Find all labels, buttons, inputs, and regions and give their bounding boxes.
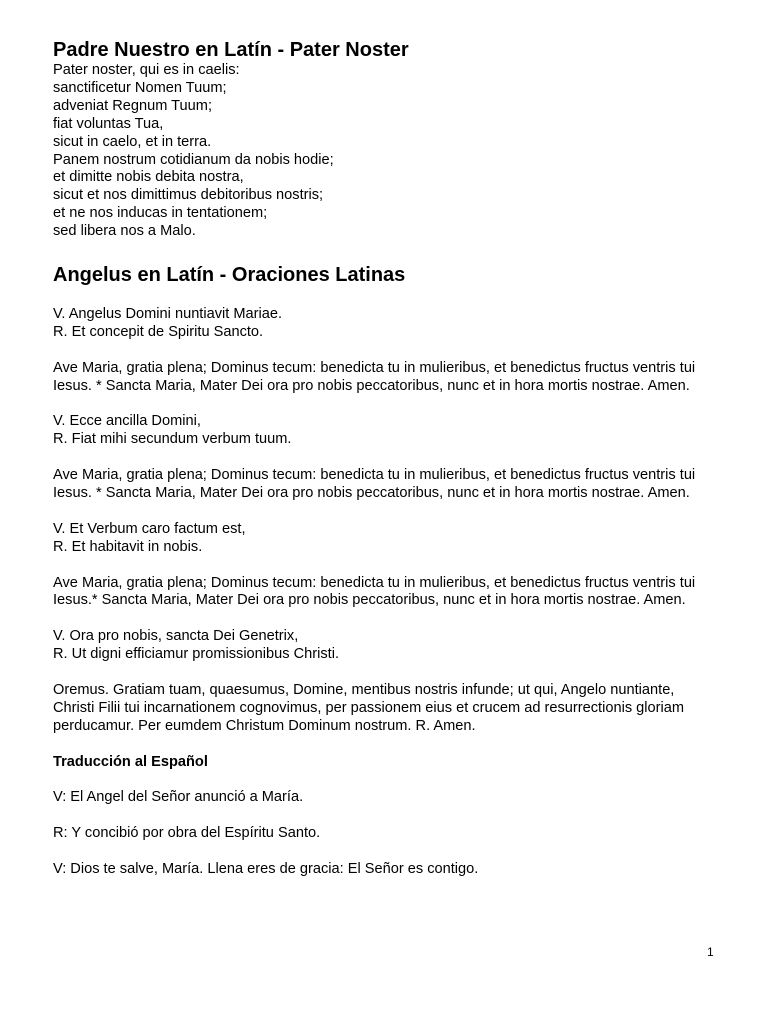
prayer-line: Panem nostrum cotidianum da nobis hodie; — [53, 151, 334, 168]
versicle: V. Et Verbum caro factum est, — [53, 520, 246, 537]
response: R. Ut digni efficiamur promissionibus Christi. — [53, 646, 340, 663]
translation-response: R: Y concibió por obra del Espíritu Santo. — [53, 825, 321, 842]
angelus-title: Angelus en Latín - Oraciones Latinas — [53, 264, 406, 287]
prayer-line: sanctificetur Nomen Tuum; — [53, 79, 227, 96]
versicle: V. Angelus Domini nuntiavit Mariae. — [53, 306, 283, 323]
response: R. Et concepit de Spiritu Sancto. — [53, 323, 264, 340]
pater-noster-text — [53, 62, 718, 241]
response: R. Fiat mihi secundum verbum tuum. — [53, 431, 292, 448]
response: R. Et habitavit in nobis. — [53, 538, 203, 555]
versicle: V. Ora pro nobis, sancta Dei Genetrix, — [53, 628, 299, 645]
prayer-line: Pater noster, qui es in caelis: — [53, 62, 240, 78]
pater-noster-title: Padre Nuestro en Latín - Pater Noster — [53, 39, 409, 61]
prayer-line: sicut et nos dimittimus debitoribus nostris; — [53, 187, 324, 204]
prayer-line: adveniat Regnum Tuum; — [53, 97, 212, 114]
ave-maria-paragraph: Ave Maria, gratia plena; Dominus tecum: benedicta tu in mulieribus, et benedictus fructus ventris tui Iesus.* Sancta Maria, Mater Dei ora pro nobis peccatoribus, nunc et in hora mortis nostrae. Amen. — [53, 574, 696, 609]
angelus-verse-4 — [53, 628, 718, 664]
prayer-line: et ne nos inducas in tentationem; — [53, 205, 268, 222]
prayer-line: sicut in caelo, et in terra. — [53, 133, 212, 150]
prayer-line: et dimitte nobis debita nostra, — [53, 169, 244, 186]
oremus-paragraph: Oremus. Gratiam tuam, quaesumus, Domine, mentibus nostris infunde; ut qui, Angelo nuntiante, Christi Filii tui incarnationem cognovimus, per passionem eius et crucem ad resurrectionis gloriam perducamur. Per eumdem Christum Dominum nostrum. R. Amen. — [53, 681, 685, 734]
angelus-verse-3 — [53, 521, 718, 557]
translation-versicle: V: El Angel del Señor anunció a María. — [53, 789, 304, 806]
page-number: 1 — [707, 945, 714, 959]
ave-maria-paragraph: Ave Maria, gratia plena; Dominus tecum: benedicta tu in mulieribus, et benedictus fructus ventris tui Iesus. * Sancta Maria, Mater Dei ora pro nobis peccatoribus, nunc et in hora mortis nostrae. Amen. — [53, 359, 696, 394]
prayer-line: fiat voluntas Tua, — [53, 115, 164, 132]
document-page — [53, 38, 718, 879]
prayer-line: sed libera nos a Malo. — [53, 223, 196, 240]
versicle: V. Ecce ancilla Domini, — [53, 413, 201, 430]
angelus-verse-2 — [53, 413, 718, 449]
translation-versicle: V: Dios te salve, María. Llena eres de gracia: El Señor es contigo. — [53, 860, 479, 877]
traduccion-title: Traducción al Español — [53, 753, 208, 770]
angelus-verse-1 — [53, 306, 718, 342]
ave-maria-paragraph: Ave Maria, gratia plena; Dominus tecum: benedicta tu in mulieribus, et benedictus fructus ventris tui Iesus. * Sancta Maria, Mater Dei ora pro nobis peccatoribus, nunc et in hora mortis nostrae. Amen. — [53, 467, 696, 502]
